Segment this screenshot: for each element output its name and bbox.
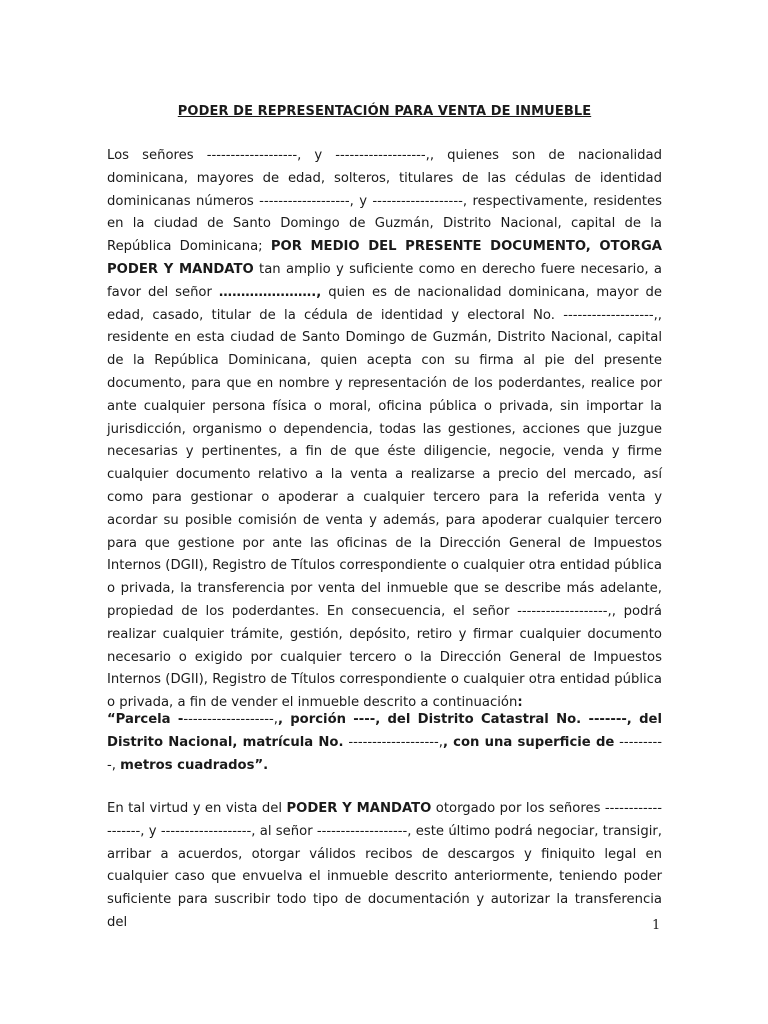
p2-bold-parcela: “Parcela -: [107, 712, 184, 727]
p3-text-c: otorgado por los señores -------------------, y -------------------, al señor -------------------, este último podrá negociar, transigir, arribar a acuerdos, otorgar válidos recibos de descargos y finiquito legal en cualquier caso que envuelva el inmueble descrito anteriormente, teniendo poder suficiente para suscribir todo tipo de documentación y autorizar la transferencia del: [107, 801, 663, 930]
p1-text-a: Los señores -------------------, y -------------------,, quienes son de nacionalidad dominicana, mayores de edad, solteros, titulares de las cédulas de identidad dominicanas números -------------------, y -------------------, respectivamente, residentes en la ciudad de Santo Domingo de Guzmán, Distrito Nacional, capital de la República Dominicana;: [107, 148, 662, 255]
p2-blank-superficie: ----------,: [107, 734, 662, 773]
p2-bold-porcion: , porción ----, del Distrito Catastral No. -------, del Distrito Nacional, matrícula No.: [107, 712, 662, 750]
paragraph-property-description: [107, 709, 662, 777]
p2-blank-parcela: -------------------,: [183, 712, 278, 727]
p1-bold-mandate: POR MEDIO DEL PRESENTE DOCUMENTO, OTORGA PODER Y MANDATO: [107, 239, 662, 277]
paragraph-grant-of-power: [107, 145, 662, 715]
page-number: 1: [652, 918, 661, 933]
p3-text-a: En tal virtud y en vista del: [107, 801, 283, 816]
p2-bold-superficie: , con una superficie de: [442, 734, 615, 750]
paragraph-powers-granted: [107, 798, 662, 935]
p1-text-e: quien es de nacionalidad dominicana, mayor de edad, casado, titular de la cédula de identidad y electoral No. -------------------,, residente en esta ciudad de Santo Domingo de Guzmán, Distrito Nacional, capital de la República Dominicana, quien acepta con su firma al pie del presente documento, para que en nombre y representación de los poderdantes, realice por ante cualquier persona física o moral, oficina pública o privada, sin importar la jurisdicción, organismo o dependencia, todas las gestiones, acciones que juzgue necesarias y pertinentes, a fin de que éste diligencie, negocie, venda y firme cualquier documento relativo a la venta a realizarse a precio del mercado, así como para gestionar o apoderar a cualquier tercero para la referida venta y acordar su posible comisión de venta y además, para apoderar cualquier tercero para que gestione por ante las oficinas de la Dirección General de Impuestos Internos (DGII), Registro de Títulos correspondiente o cualquier otra entidad pública o privada, la transferencia por venta del inmueble que se describe más adelante, propiedad de los poderdantes. En consecuencia, el señor -------------------,, podrá realizar cualquier trámite, gestión, depósito, retiro y firmar cualquier documento necesario o exigido por cualquier tercero o la Dirección General de Impuestos Internos (DGII), Registro de Títulos correspondiente o cualquier otra entidad pública o privada, a fin de vender el inmueble descrito a continuación: [107, 284, 662, 711]
p3-bold-mandate: PODER Y MANDATO: [286, 801, 432, 816]
p2-bold-metros: metros cuadrados”.: [120, 757, 269, 773]
document-title: PODER DE REPRESENTACIÓN PARA VENTA DE INMUEBLE: [177, 104, 592, 119]
p1-bold-name-placeholder: ………………….,: [218, 284, 322, 300]
p2-blank-matricula: -------------------,: [348, 734, 443, 750]
p1-text-c: tan amplio y suficiente como en derecho fuere necesario, a favor del señor: [107, 261, 663, 300]
p1-bold-colon: :: [517, 695, 523, 711]
